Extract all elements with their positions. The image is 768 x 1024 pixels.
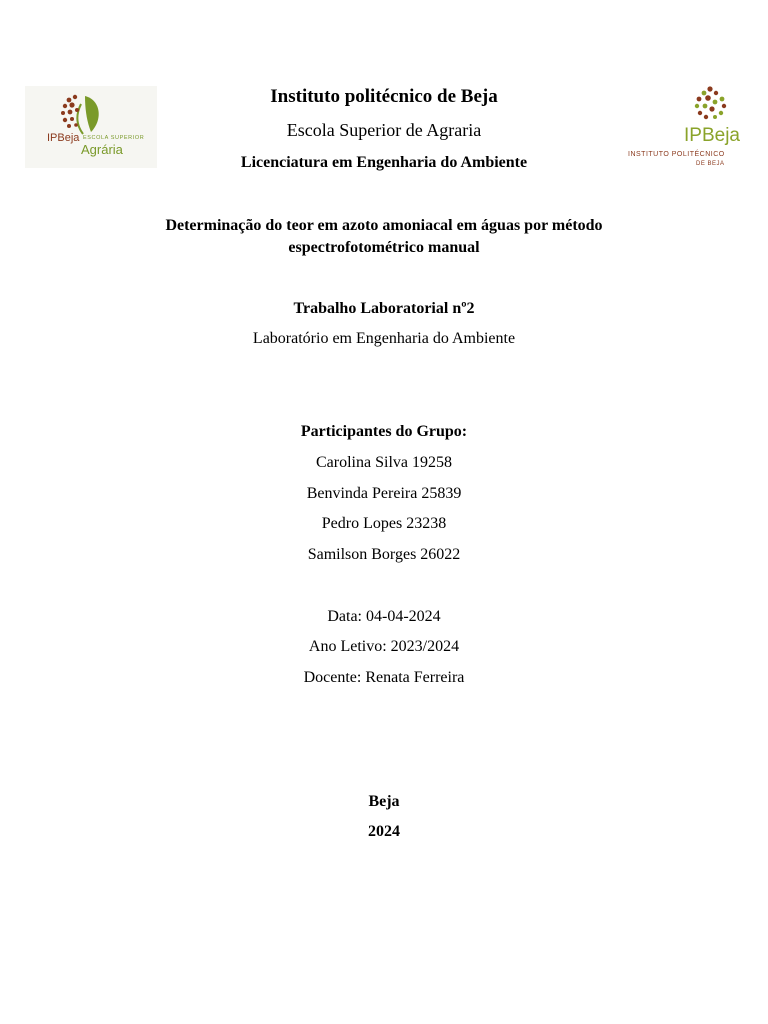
teacher-line: Docente: Renata Ferreira — [303, 669, 465, 686]
academic-year-line: Ano Letivo: 2023/2024 — [308, 638, 460, 655]
footer-city: Beja — [368, 793, 400, 810]
footer-year: 2024 — [368, 823, 400, 840]
participants-heading: Participantes do Grupo: — [300, 423, 468, 440]
school-name: Escola Superior de Agraria — [286, 120, 482, 140]
report-title-line-2: espectrofotométrico manual — [288, 239, 480, 256]
course-name: Laboratório em Engenharia do Ambiente — [252, 330, 516, 347]
logo-line1: INSTITUTO POLITÉCNICO — [628, 151, 725, 158]
participant-item: Pedro Lopes 23238 — [321, 515, 447, 532]
date-line: Data: 04-04-2024 — [327, 608, 441, 625]
degree-name: Licenciatura em Engenharia do Ambiente — [240, 154, 528, 171]
institution-name: Instituto politécnico de Beja — [270, 86, 498, 107]
participant-item: Samilson Borges 26022 — [307, 546, 461, 563]
logo-subtitle: ESCOLA SUPERIOR — [83, 135, 145, 141]
report-title-line-1: Determinação do teor em azoto amoniacal em águas por método — [165, 217, 603, 234]
logo-line2: DE BEJA — [696, 161, 725, 167]
work-label: Trabalho Laboratorial nº2 — [293, 300, 475, 317]
logo-name: Agrária — [81, 142, 123, 157]
logo-brand: IPBeja — [47, 132, 80, 144]
participant-item: Carolina Silva 19258 — [316, 454, 452, 471]
logo-brand: IPBeja — [684, 125, 740, 146]
participant-item: Benvinda Pereira 25839 — [306, 485, 462, 502]
